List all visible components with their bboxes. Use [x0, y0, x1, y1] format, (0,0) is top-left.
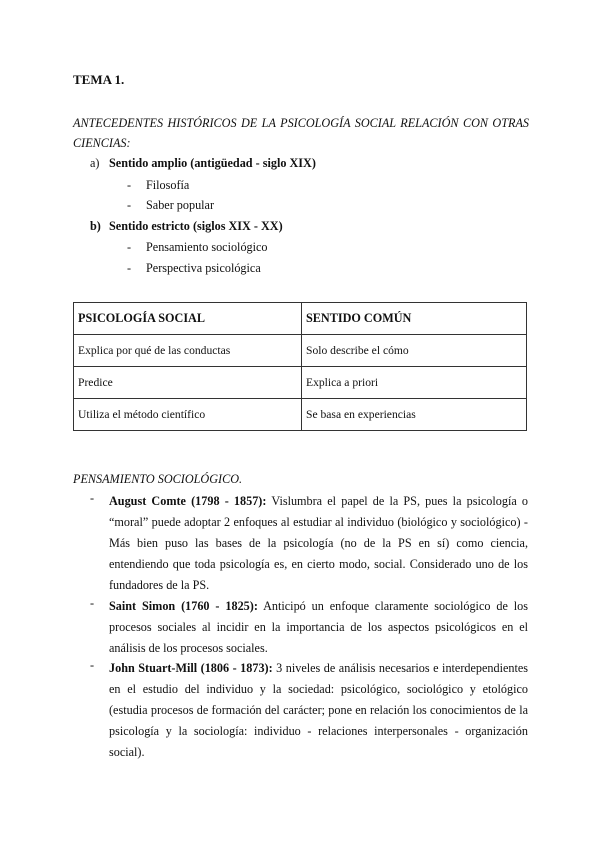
table-cell: Predice	[74, 367, 302, 399]
dash-mark: -	[127, 178, 132, 192]
dash-mark: -	[90, 658, 95, 672]
author-name: John Stuart-Mill (1806 - 1873):	[109, 661, 273, 675]
table-cell: Se basa en experiencias	[302, 399, 527, 431]
table-row	[74, 367, 527, 399]
table-cell: Explica a priori	[302, 367, 527, 399]
table-cell: Solo describe el cómo	[302, 335, 527, 367]
sub-item-text: Perspectiva psicológica	[146, 261, 261, 275]
comparison-table	[73, 302, 527, 431]
section-heading-antecedentes: ANTECEDENTES HISTÓRICOS DE LA PSICOLOGÍA SOCIAL RELACIÓN CON OTRAS CIENCIAS:	[73, 116, 529, 150]
author-name: Saint Simon (1760 - 1825):	[109, 599, 258, 613]
list-marker: b)	[90, 219, 101, 233]
sub-item-text: Saber popular	[146, 198, 215, 212]
table-row	[74, 399, 527, 431]
sub-item-text: Filosofía	[146, 178, 190, 192]
author-text: Anticipó un enfoque claramente sociológico de los procesos sociales al incidir en la importancia de los aspectos psicológicos en el análisis de los procesos sociales.	[109, 599, 528, 655]
author-body	[109, 596, 528, 659]
author-name: August Comte (1798 - 1857):	[109, 494, 267, 508]
table-row	[74, 335, 527, 367]
table-cell: Utiliza el método científico	[74, 399, 302, 431]
author-text: Vislumbra el papel de la PS, pues la psicología o “moral” puede adoptar 2 enfoques al estudiar al individuo (biológico y sociológico) - Más bien puso las bases de la psicología (no de la PS en sí) como ciencia, entendiendo que toda psicología es, en cierto modo, social. Considerado uno de los fundadores de la PS.	[109, 494, 528, 592]
table-header-row	[74, 303, 527, 335]
list-marker: a)	[90, 156, 100, 170]
document-title: TEMA 1.	[73, 72, 125, 87]
table-header-cell: SENTIDO COMÚN	[302, 303, 527, 335]
table-cell: Explica por qué de las conductas	[74, 335, 302, 367]
sense-label: Sentido amplio (antigüedad - siglo XIX)	[109, 156, 316, 170]
author-body	[109, 658, 528, 763]
table-header-cell: PSICOLOGÍA SOCIAL	[74, 303, 302, 335]
dash-mark: -	[90, 596, 95, 610]
sense-label: Sentido estricto (siglos XIX - XX)	[109, 219, 283, 233]
author-body	[109, 491, 528, 596]
dash-mark: -	[90, 491, 95, 505]
dash-mark: -	[127, 198, 132, 212]
author-text: 3 niveles de análisis necesarios e interdependientes en el estudio del individuo y la sociedad: psicológico, sociológico y etológico (estudia procesos de formación del carácter; pone en relación los conocimientos de la psicología y la sociología: individuo - relaciones interpersonales - organización social).	[109, 661, 529, 759]
section-heading-pensamiento: PENSAMIENTO SOCIOLÓGICO.	[73, 472, 243, 486]
dash-mark: -	[127, 261, 132, 275]
sub-item-text: Pensamiento sociológico	[146, 240, 268, 254]
dash-mark: -	[127, 240, 132, 254]
